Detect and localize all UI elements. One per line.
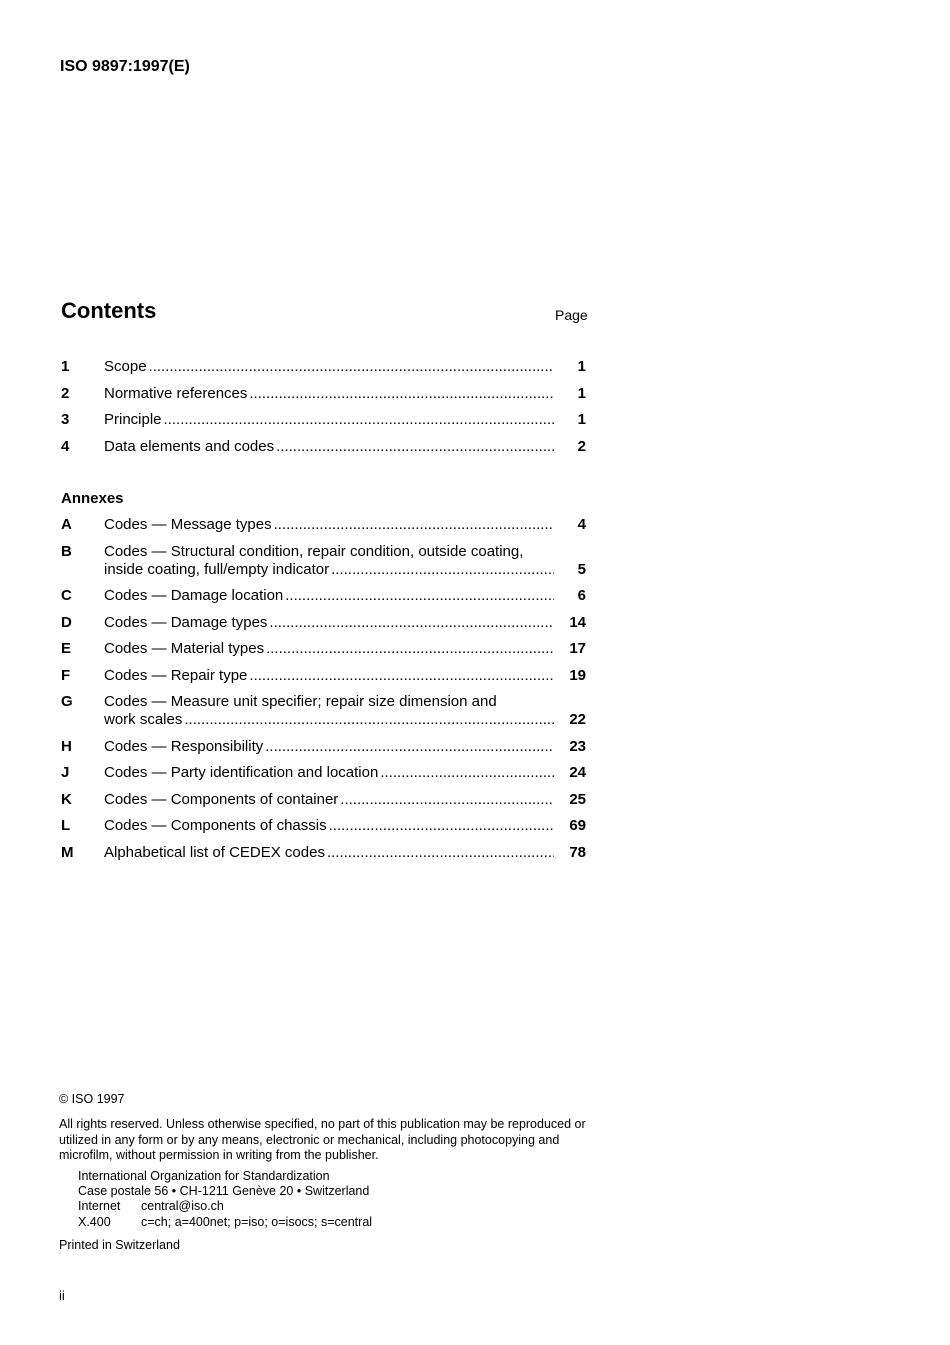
- toc-entry-number: E: [61, 640, 72, 657]
- toc-entry-title: Codes — Repair type: [104, 666, 248, 684]
- toc-entry-title: Alphabetical list of CEDEX codes: [104, 843, 325, 861]
- dot-leader: [265, 738, 554, 756]
- toc-entry-number: 2: [61, 384, 70, 402]
- toc-entry-title: inside coating, full/empty indicator: [104, 560, 330, 578]
- dot-leader: [331, 561, 554, 579]
- dot-leader: [164, 411, 554, 429]
- toc-entry[interactable]: [61, 587, 588, 605]
- toc-entry-page-number: 69: [569, 817, 586, 834]
- toc-entry-number: D: [61, 613, 72, 631]
- toc-entry-page-number: 5: [577, 560, 586, 578]
- toc-entry-title: work scales: [104, 711, 183, 728]
- page-column-label: Page: [555, 307, 588, 323]
- organization-address: Case postale 56 • CH-1211 Genève 20 • Switzerland: [78, 1184, 370, 1199]
- toc-entry-page-number: 1: [577, 411, 586, 428]
- toc-entry-title: Normative references: [104, 384, 248, 402]
- x400-row: [78, 1215, 594, 1230]
- organization-address-block: [78, 1169, 594, 1231]
- toc-entry-title: Codes — Structural condition, repair condition, outside coating,: [104, 542, 524, 560]
- toc-entry-page-number: 25: [569, 790, 586, 808]
- x400-label: X.400: [78, 1214, 111, 1229]
- contents-title: Contents: [61, 298, 157, 323]
- dot-leader: [149, 358, 554, 376]
- toc-entry-page-number: 23: [569, 737, 586, 755]
- toc-entry-title: Codes — Measure unit specifier; repair size dimension and: [104, 693, 497, 710]
- toc-entry-number: 4: [61, 437, 70, 455]
- toc-entry-page-number: 6: [577, 587, 586, 604]
- rights-statement: All rights reserved. Unless otherwise specified, no part of this publication may be reproduced or utilized in any form or by any means, electronic or mechanical, including photocopying and microfilm, without permission in writing from the publisher.: [59, 1117, 586, 1163]
- toc-entry[interactable]: [61, 385, 588, 403]
- toc-entry-page-number: 17: [569, 640, 586, 657]
- dot-leader: [380, 764, 554, 782]
- toc-entry-page-number: 24: [569, 764, 586, 781]
- dot-leader: [340, 791, 554, 809]
- toc-entry-title: Codes — Damage types: [104, 613, 268, 631]
- page-number: ii: [59, 1288, 65, 1303]
- toc-entry-number: G: [61, 693, 73, 710]
- dot-leader: [274, 516, 554, 534]
- internet-row: [78, 1199, 594, 1214]
- toc-entry-title: Codes — Material types: [104, 640, 265, 657]
- dot-leader: [249, 385, 554, 403]
- toc-entry-page-number: 1: [577, 358, 586, 375]
- dot-leader: [269, 614, 554, 632]
- toc-entry[interactable]: [61, 693, 588, 729]
- toc-entry-title: Principle: [104, 411, 162, 428]
- toc-entry-title: Codes — Message types: [104, 516, 272, 533]
- toc-entry-page-number: 78: [569, 843, 586, 861]
- toc-entry-number: 1: [61, 358, 70, 375]
- toc-entry[interactable]: [61, 516, 588, 534]
- toc-entry[interactable]: [61, 791, 588, 809]
- toc-entry-number: C: [61, 587, 72, 604]
- toc-entry[interactable]: [61, 438, 588, 456]
- toc-entry-number: B: [61, 542, 72, 560]
- dot-leader: [249, 667, 554, 685]
- toc-entry-number: H: [61, 737, 72, 755]
- toc-entry-title: Codes — Damage location: [104, 587, 284, 604]
- dot-leader: [285, 587, 554, 605]
- toc-entry-title: Codes — Responsibility: [104, 737, 264, 755]
- toc-entry-title: Codes — Components of chassis: [104, 817, 327, 834]
- dot-leader: [329, 817, 554, 835]
- dot-leader: [184, 711, 554, 729]
- printed-in: Printed in Switzerland: [59, 1238, 180, 1253]
- internet-label: Internet: [78, 1199, 121, 1214]
- toc-entry-number: 3: [61, 411, 70, 428]
- toc-main-list: [61, 358, 588, 464]
- dot-leader: [266, 640, 554, 658]
- toc-entry[interactable]: [61, 543, 588, 579]
- toc-entry-page-number: 4: [577, 516, 586, 533]
- toc-annex-list: [61, 516, 588, 870]
- toc-entry-page-number: 1: [577, 384, 586, 402]
- toc-entry-page-number: 14: [569, 613, 586, 631]
- toc-entry-page-number: 19: [569, 666, 586, 684]
- toc-entry-number: J: [61, 764, 70, 781]
- toc-entry-page-number: 22: [569, 711, 586, 728]
- toc-entry[interactable]: [61, 764, 588, 782]
- toc-entry[interactable]: [61, 614, 588, 632]
- toc-entry[interactable]: [61, 667, 588, 685]
- copyright-footer: [59, 1092, 594, 1254]
- toc-entry[interactable]: [61, 411, 588, 429]
- toc-entry-page-number: 2: [577, 437, 586, 455]
- toc-entry-number: M: [61, 843, 74, 861]
- toc-entry-title: Scope: [104, 358, 147, 375]
- annexes-heading: Annexes: [61, 490, 124, 507]
- toc-entry-number: F: [61, 666, 71, 684]
- toc-entry-number: K: [61, 790, 72, 808]
- toc-entry-number: L: [61, 817, 71, 834]
- toc-entry[interactable]: [61, 738, 588, 756]
- organization-name: International Organization for Standardization: [78, 1168, 330, 1183]
- x400-value: c=ch; a=400net; p=iso; o=isocs; s=central: [141, 1214, 373, 1229]
- toc-entry[interactable]: [61, 817, 588, 835]
- dot-leader: [327, 844, 554, 862]
- toc-entry[interactable]: [61, 358, 588, 376]
- internet-value: central@iso.ch: [141, 1199, 224, 1214]
- toc-entry[interactable]: [61, 844, 588, 862]
- toc-entry[interactable]: [61, 640, 588, 658]
- toc-entry-title: Codes — Components of container: [104, 790, 339, 808]
- copyright-notice: © ISO 1997: [59, 1092, 125, 1106]
- toc-entry-title: Data elements and codes: [104, 437, 275, 455]
- toc-entry-number: A: [61, 516, 72, 533]
- dot-leader: [276, 438, 554, 456]
- toc-entry-title: Codes — Party identification and location: [104, 764, 379, 781]
- document-id-header: ISO 9897:1997(E): [60, 58, 190, 75]
